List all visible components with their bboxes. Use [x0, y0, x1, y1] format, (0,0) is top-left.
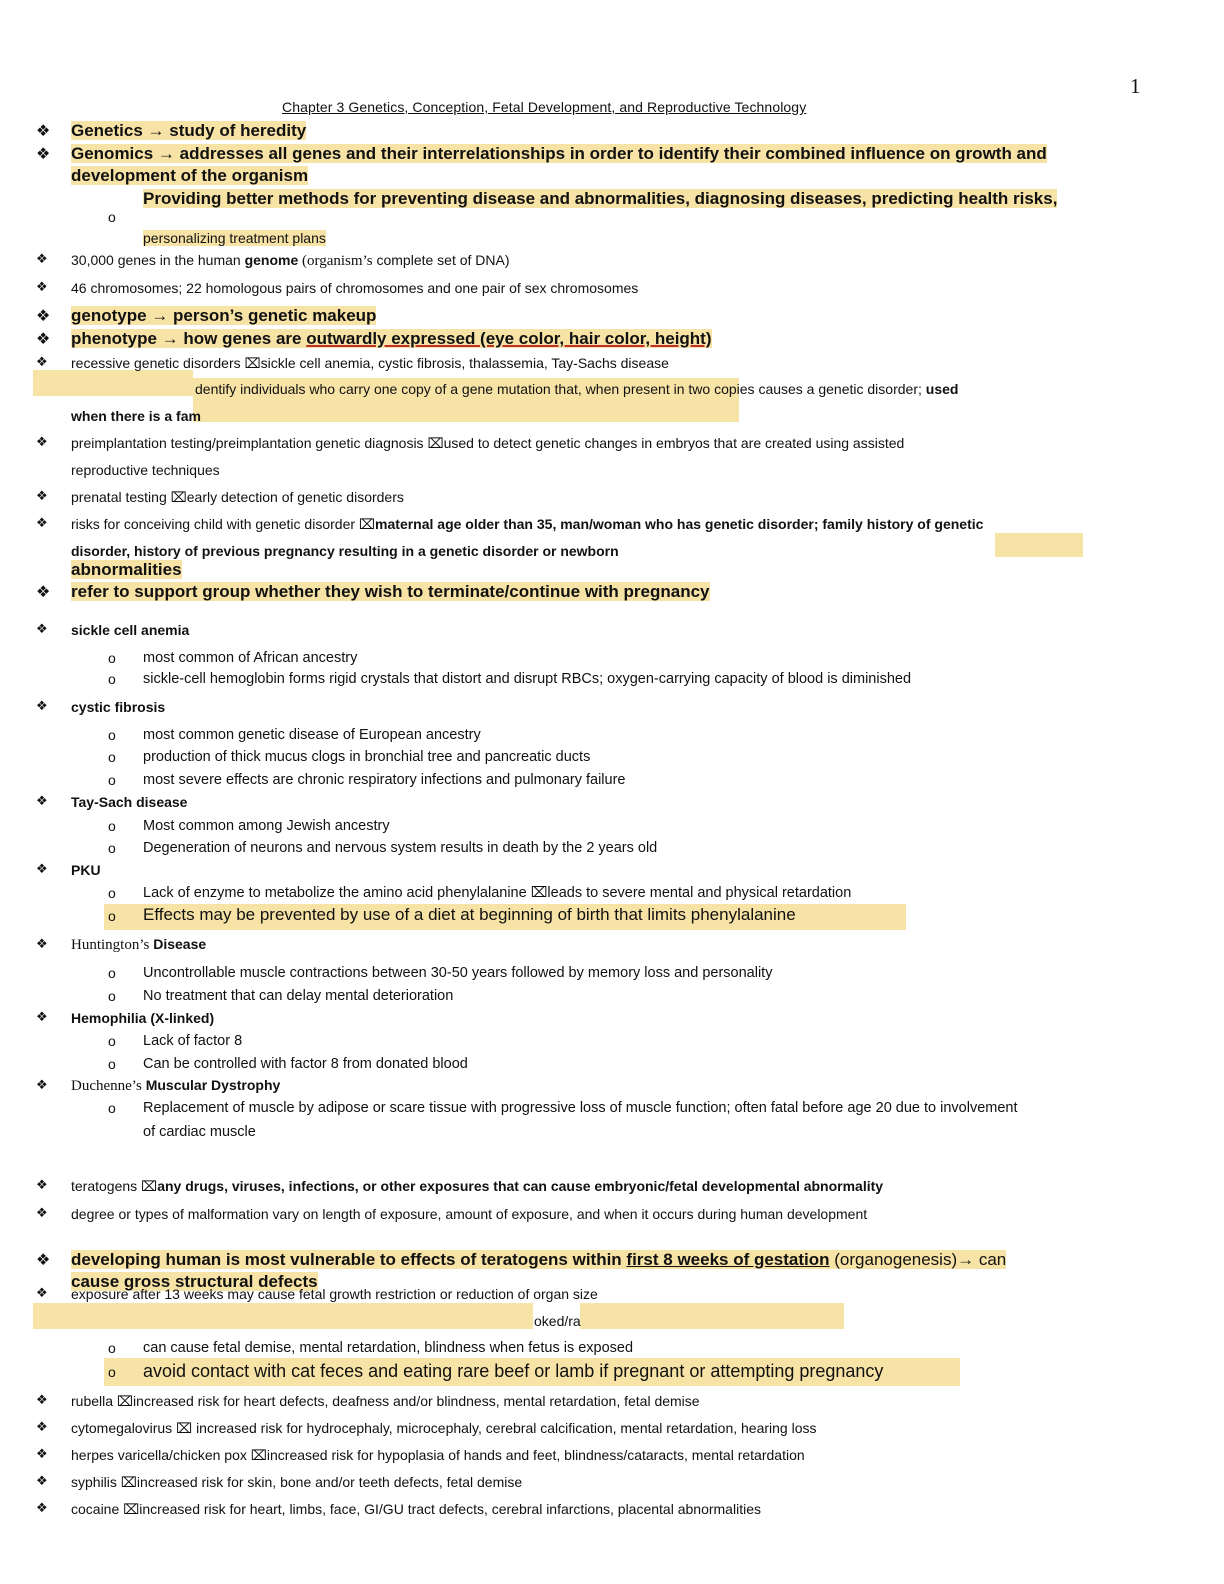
disorder-heading: Duchenne’s Muscular Dystrophy	[71, 1077, 281, 1094]
text-line: recessive genetic disorders ⌧sickle cell anemia, cystic fibrosis, thalassemia, Tay-Sachs disease	[71, 355, 669, 371]
bullet-icon: ❖	[36, 144, 51, 163]
text-line: 46 chromosomes; 22 homologous pairs of chromosomes and one pair of sex chromosomes	[71, 280, 639, 296]
text-line: preimplantation testing/preimplantation genetic diagnosis ⌧used to detect genetic changes in embryos that are created using assisted	[71, 435, 905, 451]
text-line: degree or types of malformation vary on length of exposure, amount of exposure, and when it occurs during human development	[71, 1206, 868, 1222]
bullet-icon: ❖	[36, 1078, 48, 1093]
text-line: phenotype → how genes are outwardly expressed (eye color, hair color, height)	[71, 329, 712, 348]
bullet-icon: ❖	[36, 435, 48, 450]
bullet-icon: ❖	[36, 489, 48, 504]
page-number: 1	[1130, 74, 1141, 98]
sub-bullet-icon: o	[108, 818, 116, 834]
text-line: Uncontrollable muscle contractions between 30-50 years followed by memory loss and personality	[143, 965, 773, 981]
text-line: oked/ra	[534, 1313, 581, 1329]
sub-bullet-icon: o	[108, 1033, 116, 1049]
sub-bullet-icon: o	[108, 727, 116, 743]
sub-bullet-icon: o	[108, 1340, 116, 1356]
bullet-icon: ❖	[36, 1286, 48, 1301]
sub-bullet-icon: o	[108, 650, 116, 666]
text-line: teratogens ⌧any drugs, viruses, infections, or other exposures that can cause embryonic/fetal developmental abnormality	[71, 1178, 884, 1194]
text-line: risks for conceiving child with genetic disorder ⌧maternal age older than 35, man/woman who has genetic disorder; family history of genetic	[71, 516, 984, 532]
disorder-heading: Hemophilia (X-linked)	[71, 1010, 215, 1026]
sub-bullet-icon: o	[108, 1056, 116, 1072]
bullet-icon: ❖	[36, 1250, 51, 1269]
bullet-icon: ❖	[36, 252, 48, 267]
bullet-icon: ❖	[36, 1206, 48, 1221]
highlight-block	[580, 1303, 844, 1329]
sub-bullet-icon: o	[108, 965, 116, 981]
sub-bullet-icon: o	[108, 772, 116, 788]
highlight-block	[33, 370, 193, 396]
text-line: dentify individuals who carry one copy of a gene mutation that, when present in two copies causes a genetic disorder; used	[195, 381, 959, 397]
text-line: production of thick mucus clogs in bronchial tree and pancreatic ducts	[143, 749, 591, 765]
disorder-heading: Tay-Sach disease	[71, 794, 188, 810]
bullet-icon: ❖	[36, 306, 51, 325]
text-line: avoid contact with cat feces and eating rare beef or lamb if pregnant or attempting pregnancy	[143, 1361, 884, 1381]
bullet-icon: ❖	[36, 280, 48, 295]
text-line: rubella ⌧increased risk for heart defects, deafness and/or blindness, mental retardation, fetal demise	[71, 1393, 700, 1409]
text-line: most severe effects are chronic respiratory infections and pulmonary failure	[143, 772, 626, 788]
bullet-icon: ❖	[36, 329, 51, 348]
bullet-icon: ❖	[36, 1393, 48, 1408]
text-line: Can be controlled with factor 8 from donated blood	[143, 1056, 468, 1072]
text-line: when there is a fam	[71, 408, 201, 424]
bullet-icon: ❖	[36, 1010, 48, 1025]
text-line: Lack of factor 8	[143, 1033, 243, 1049]
bullet-icon: ❖	[36, 1501, 48, 1516]
disorder-heading: sickle cell anemia	[71, 622, 190, 638]
bullet-icon: ❖	[36, 1420, 48, 1435]
highlight-block	[995, 533, 1083, 557]
text-line: exposure after 13 weeks may cause fetal growth restriction or reduction of organ size	[71, 1286, 598, 1302]
text-line: Replacement of muscle by adipose or scare tissue with progressive loss of muscle function; often fatal before age 20 due to involvement	[143, 1100, 1018, 1116]
text-line: Genomics → addresses all genes and their interrelationships in order to identify their combined influence on growth and	[71, 144, 1047, 163]
sub-bullet-icon: o	[108, 988, 116, 1004]
text-line: development of the organism	[71, 166, 309, 185]
text-line: Most common among Jewish ancestry	[143, 818, 390, 834]
bullet-icon: ❖	[36, 937, 48, 952]
sub-bullet-icon: o	[108, 908, 116, 924]
text-line: abnormalities	[71, 560, 182, 579]
disorder-heading: cystic fibrosis	[71, 699, 166, 715]
bullet-icon: ❖	[36, 1474, 48, 1489]
text-line: Lack of enzyme to metabolize the amino acid phenylalanine ⌧leads to severe mental and physical retardation	[143, 885, 852, 901]
text-line: disorder, history of previous pregnancy resulting in a genetic disorder or newborn	[71, 543, 619, 559]
text-line: most common genetic disease of European ancestry	[143, 727, 481, 743]
text-line: No treatment that can delay mental deterioration	[143, 988, 454, 1004]
bullet-icon: ❖	[36, 699, 48, 714]
bullet-icon: ❖	[36, 1178, 48, 1193]
sub-bullet-icon: o	[108, 840, 116, 856]
sub-bullet-icon: o	[108, 671, 116, 687]
text-line: refer to support group whether they wish to terminate/continue with pregnancy	[71, 582, 710, 601]
sub-bullet-icon: o	[108, 1100, 116, 1116]
text-line: Effects may be prevented by use of a diet at beginning of birth that limits phenylalanine	[143, 905, 796, 924]
text-line: cocaine ⌧increased risk for heart, limbs, face, GI/GU tract defects, cerebral infarctions, placental abnormalities	[71, 1501, 761, 1517]
sub-bullet-icon: o	[108, 885, 116, 901]
bullet-icon: ❖	[36, 862, 48, 877]
text-line: Providing better methods for preventing disease and abnormalities, diagnosing diseases, predicting health risks,	[143, 189, 1058, 208]
text-line: of cardiac muscle	[143, 1124, 256, 1140]
text-line: cause gross structural defects	[71, 1272, 318, 1291]
bullet-icon: ❖	[36, 794, 48, 809]
text-line: can cause fetal demise, mental retardation, blindness when fetus is exposed	[143, 1340, 634, 1356]
sub-bullet-icon: o	[108, 209, 116, 225]
disorder-heading: PKU	[71, 862, 101, 878]
text-line: cytomegalovirus ⌧ increased risk for hydrocephaly, microcephaly, cerebral calcification, mental retardation, hearing loss	[71, 1420, 817, 1436]
text-line: 30,000 genes in the human genome (organism’s complete set of DNA)	[71, 252, 510, 269]
text-line: Degeneration of neurons and nervous system results in death by the 2 years old	[143, 840, 658, 856]
bullet-icon: ❖	[36, 582, 51, 601]
text-line: prenatal testing ⌧early detection of genetic disorders	[71, 489, 404, 505]
bullet-icon: ❖	[36, 622, 48, 637]
text-line: developing human is most vulnerable to effects of teratogens within first 8 weeks of gestation (organogenesis)→ can	[71, 1250, 1007, 1269]
text-line: genotype → person’s genetic makeup	[71, 306, 377, 325]
text-line: herpes varicella/chicken pox ⌧increased risk for hypoplasia of hands and feet, blindness/cataracts, mental retardation	[71, 1447, 805, 1463]
disorder-heading: Huntington’s Disease	[71, 936, 207, 953]
bullet-icon: ❖	[36, 355, 48, 370]
text-line: Genetics → study of heredity	[71, 121, 307, 140]
sub-bullet-icon: o	[108, 1364, 116, 1380]
text-line: most common of African ancestry	[143, 650, 358, 666]
text-line: reproductive techniques	[71, 462, 220, 478]
page-title: Chapter 3 Genetics, Conception, Fetal Development, and Reproductive Technology	[282, 99, 807, 115]
sub-bullet-icon: o	[108, 749, 116, 765]
bullet-icon: ❖	[36, 516, 48, 531]
text-line: sickle-cell hemoglobin forms rigid crystals that distort and disrupt RBCs; oxygen-carrying capacity of blood is diminished	[143, 671, 912, 687]
highlight-block	[33, 1303, 533, 1329]
bullet-icon: ❖	[36, 1447, 48, 1462]
bullet-icon: ❖	[36, 121, 51, 140]
text-line: personalizing treatment plans	[143, 230, 326, 246]
text-line: syphilis ⌧increased risk for skin, bone and/or teeth defects, fetal demise	[71, 1474, 523, 1490]
